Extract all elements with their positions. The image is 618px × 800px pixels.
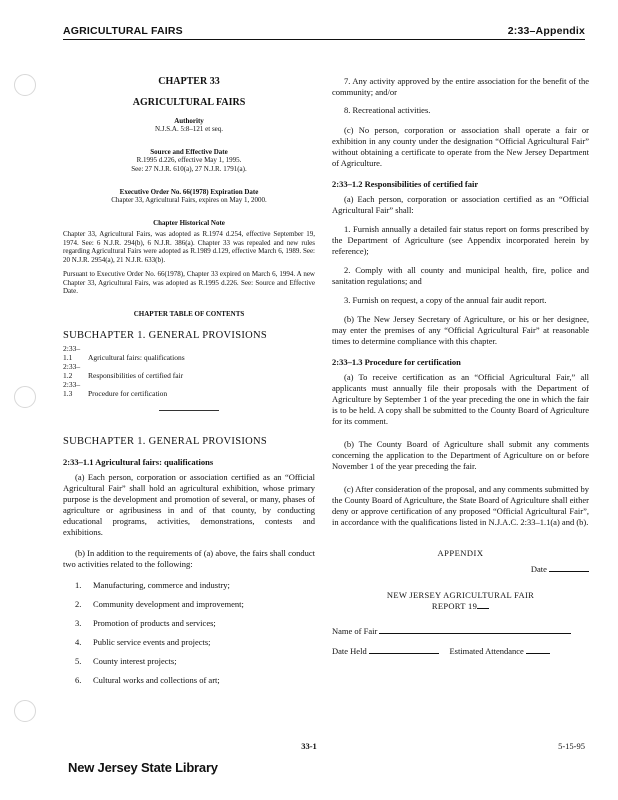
s3-paragraph-a: (a) To receive certification as an “Official Agricultural Fair,” all applicants must annually file their proposals with the Department of Agriculture by September 1 of the year preceding the one in which the fair is to be held. A copy shall be submitted to the County Board of Agriculture for its comment. [332, 372, 589, 426]
toc-subchapter: SUBCHAPTER 1. GENERAL PROVISIONS [63, 329, 268, 341]
toc-heading: CHAPTER TABLE OF CONTENTS [133, 309, 245, 318]
s2-item-1: 1. Furnish annually a detailed fair status report on forms prescribed by the Department of Agriculture (see Appendix incorporated herein by reference); [332, 224, 589, 256]
chapter-number: CHAPTER 33 [158, 76, 220, 87]
divider [159, 410, 219, 411]
page-number: 33-1 [301, 741, 317, 751]
library-stamp: New Jersey State Library [68, 760, 218, 775]
list-item: 1. Manufacturing, commerce and industry; [75, 579, 230, 590]
paragraph-c: (c) No person, corporation or association shall operate a fair or exhibition in any county under the designation “Official Agricultural Fair” without obtaining a certificate to operate from the New Jersey Department of Agriculture. [332, 125, 589, 168]
toc-item[interactable]: 2:33–1.3 Procedure for certification [63, 379, 168, 398]
authority-text: N.J.S.A. 5:8–121 et seq. [154, 125, 224, 133]
punch-hole [14, 74, 36, 96]
right-column [332, 76, 589, 656]
eo-text: Chapter 33, Agricultural Fairs, expires on May 1, 2000. [111, 196, 267, 204]
s2-item-2: 2. Comply with all county and municipal health, fire, police and sanitation regulations; and [332, 265, 589, 286]
date-held-field[interactable]: Date Held Estimated Attendance [332, 646, 589, 656]
history-heading: Chapter Historical Note [153, 219, 225, 227]
subchapter-heading: SUBCHAPTER 1. GENERAL PROVISIONS [63, 435, 268, 447]
header-left: AGRICULTURAL FAIRS [63, 25, 183, 37]
s2-item-3: 3. Furnish on request, a copy of the annual fair audit report. [344, 295, 547, 305]
section-heading-1-3: 2:33–1.3 Procedure for certification [332, 357, 461, 367]
left-column [63, 76, 315, 686]
punch-hole [14, 700, 36, 722]
chapter-title: AGRICULTURAL FAIRS [132, 97, 246, 108]
toc-list [63, 344, 315, 398]
section-heading-1-2: 2:33–1.2 Responsibilities of certified fair [332, 179, 479, 189]
s2-paragraph-a: (a) Each person, corporation or association certified as an “Official Agricultural Fair” shall: [332, 194, 589, 215]
punch-hole [14, 386, 36, 408]
source-heading: Source and Effective Date [150, 148, 228, 156]
list-item: 4. Public service events and projects; [75, 636, 211, 647]
s3-paragraph-c: (c) After consideration of the proposal, and any comments submitted by the County Board of Agriculture, the State Board of Agriculture shall either deny or approve certification of any proposed “Official Agricultural Fair”, in accordance with the qualifications listed in N.J.A.C. 2:33–1.1(a) and (b). [332, 484, 589, 527]
paragraph-b: (b) In addition to the requirements of (a) above, the fairs shall conduct two activities related to the following: [63, 547, 315, 569]
toc-item[interactable]: 2:33–1.1 Agricultural fairs: qualifications [63, 343, 185, 362]
running-header [63, 23, 585, 40]
list-item: 2. Community development and improvement; [75, 598, 244, 609]
section-heading-1-1: 2:33–1.1 Agricultural fairs: qualifications [63, 456, 214, 467]
date-field[interactable]: Date [332, 564, 589, 574]
fair-report-heading: NEW JERSEY AGRICULTURAL FAIR REPORT 19 [386, 590, 535, 611]
s2-paragraph-b: (b) The New Jersey Secretary of Agriculture, or his or her designee, may enter the premises of any “Official Agricultural Fair” at reasonable times to determine compliance with this chapter. [332, 314, 589, 346]
list-item: 6. Cultural works and collections of art; [75, 674, 220, 685]
s3-paragraph-b: (b) The County Board of Agriculture shall submit any comments concerning the application to the Department of Agriculture on or before November 1 of the year preceding the fair. [332, 439, 589, 471]
appendix-heading: APPENDIX [437, 548, 484, 558]
header-right: 2:33–Appendix [507, 25, 585, 37]
history-paragraph-1: Chapter 33, Agricultural Fairs, was adopted as R.1974 d.254, effective September 19, 1974. See: 6 N.J.R. 294(b), 6 N.J.R. 386(a). Chapter 33 was repealed and new rules regarding Agricultural Fairs were adopted as R.1989 d.129, effective March 6, 1989. See: 20 N.J.R. 2954(a), 21 N.J.R. 633(b). [63, 230, 315, 264]
list-item: 3. Promotion of products and services; [75, 617, 216, 628]
toc-item[interactable]: 2:33–1.2 Responsibilities of certified fair [63, 361, 184, 380]
list-item-8: 8. Recreational activities. [344, 105, 431, 115]
authority-heading: Authority [174, 117, 204, 125]
name-of-fair-field[interactable]: Name of Fair [332, 626, 589, 636]
source-line-1: R.1995 d.226, effective May 1, 1995. [136, 156, 242, 164]
list-item-7: 7. Any activity approved by the entire association for the benefit of the community; and/or [332, 76, 589, 97]
source-line-2: See: 27 N.J.R. 610(a), 27 N.J.R. 1791(a). [131, 165, 247, 173]
history-paragraph-2: Pursuant to Executive Order No. 66(1978), Chapter 33 expired on March 6, 1994. A new Chapter 33, Agricultural Fairs, was adopted as R.1995 d.226. See: Source and Effective Date. [63, 270, 315, 295]
eo-heading: Executive Order No. 66(1978) Expiration Date [119, 188, 259, 196]
footer-date: 5-15-95 [558, 741, 585, 751]
list-item: 5. County interest projects; [75, 655, 177, 666]
paragraph-a: (a) Each person, corporation or association certified as an “Official Agricultural Fair” shall hold an agricultural exhibition, whose primary purpose is the development and promotion of several, or many, phases of agriculture or agribusiness in and of that county, by conducting educational programs, activities, demonstrations, contests and exhibitions. [63, 471, 315, 537]
